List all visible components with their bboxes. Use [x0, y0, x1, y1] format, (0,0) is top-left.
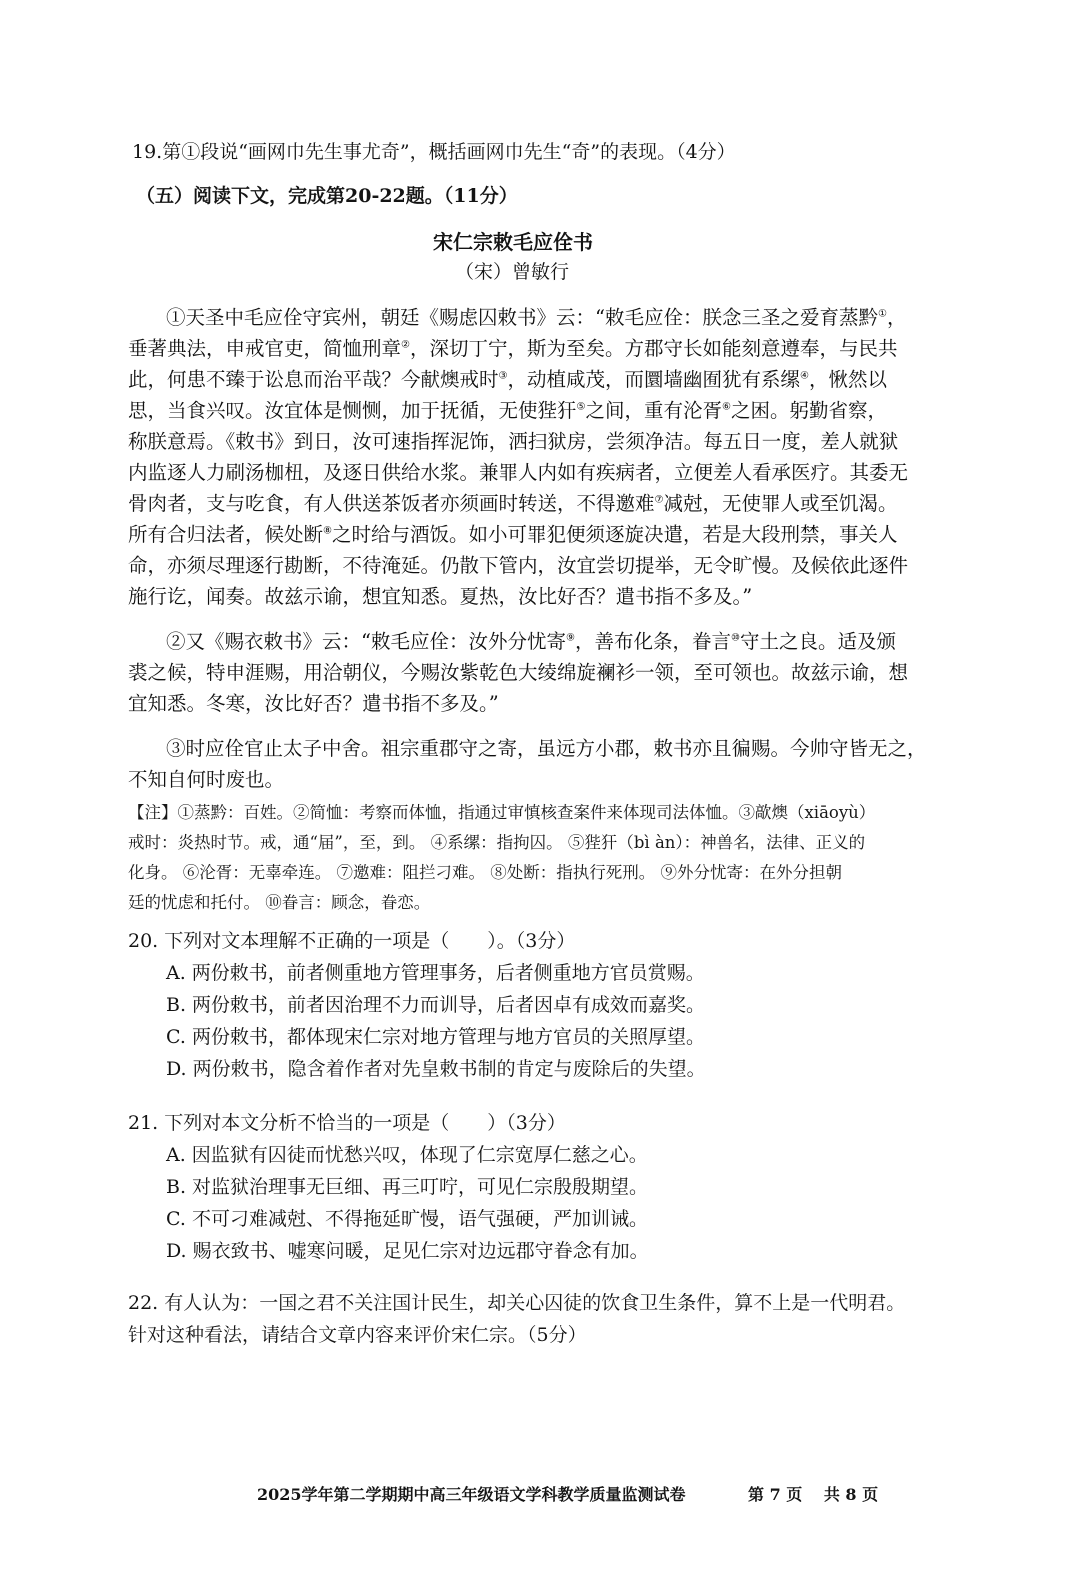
paragraph-line: 内监逐人力刷汤枷杻，及逐日供给水浆。兼罪人内如有疾病者，立便差人看承医疗。其委无: [128, 461, 909, 484]
question-stem: 20. 下列对文本理解不正确的一项是（ ）。（3分）: [128, 930, 576, 952]
option-d: D. 赐衣致书、嘘寒问暖，足见仁宗对边远郡守眷念有加。: [166, 1240, 649, 1262]
option-c: C. 不可刁难减尅、不得拖延旷慢，语气强硬，严加训诫。: [166, 1208, 648, 1230]
paragraph-line: 不知自何时废也。: [128, 768, 285, 791]
footnote-ref: ③: [498, 370, 508, 382]
footnote-ref: ⑤: [576, 401, 586, 413]
question-stem-continued: 针对这种看法，请结合文章内容来评价宋仁宗。（5分）: [128, 1324, 587, 1346]
paragraph-line: 思，当食兴叹。汝宜体是恻恻，加于抚循，无使狴犴⑤之间，重有沦胥⑥之困。躬勤省察，: [128, 399, 887, 422]
paragraph-line: ③时应佺官止太子中舍。祖宗重郡守之寄，虽远方小郡，敕书亦且徧赐。今帅守皆无之，: [166, 737, 927, 760]
paragraph-line: 所有合归法者，候处断⑧之时给与酒饭。如小可罪犯便须逐旋决遣，若是大段刑禁，事关人: [128, 523, 898, 546]
footnote-ref: ⑩: [730, 632, 740, 644]
option-a: A. 因监狱有囚徒而忧愁兴叹，体现了仁宗宽厚仁慈之心。: [166, 1144, 648, 1166]
note-line: 化身。 ⑥沦胥：无辜牵连。 ⑦邀难：阻拦刁难。 ⑧处断：指执行死刑。 ⑨外分忧寄：在外分担朝: [128, 863, 842, 882]
option-b: B. 两份敕书，前者因治理不力而训导，后者因卓有成效而嘉奖。: [166, 994, 706, 1016]
paragraph-line: 命，亦须尽理逐行勘断，不待淹延。仍散下管内，汝宜尝切提举，无令旷慢。及候依此逐件: [128, 554, 909, 577]
note-line: 戒时：炎热时节。戒，通“届”，至，到。 ④系缧：指拘囚。 ⑤狴犴（bì àn）：神兽名，法律、正义的: [128, 833, 866, 852]
question-19: 19.第①段说“画网巾先生事尤奇”，概括画网巾先生“奇”的表现。（4分）: [132, 141, 736, 163]
option-d: D. 两份敕书，隐含着作者对先皇敕书制的肯定与废除后的失望。: [166, 1058, 706, 1080]
question-stem: 22. 有人认为：一国之君不关注国计民生，却关心囚徒的饮食卫生条件，算不上是一代明君。: [128, 1292, 906, 1314]
paragraph-line: 垂著典法，申戒官吏，简恤刑章②，深切丁宁，斯为至矣。方郡守长如能刻意遵奉，与民共: [128, 337, 898, 360]
section-header: （五）阅读下文，完成第20-22题。（11分）: [136, 185, 518, 207]
footnote-ref: ⑦: [654, 494, 664, 506]
paragraph-line: 施行讫，闻奏。故兹示谕，想宜知悉。夏热，汝比好否？遣书指不多及。”: [128, 585, 753, 608]
footnote-ref: ⑨: [565, 632, 575, 644]
exam-title: 2025学年第二学期期中高三年级语文学科教学质量监测试卷: [257, 1485, 686, 1504]
option-c: C. 两份敕书，都体现宋仁宗对地方管理与地方官员的关照厚望。: [166, 1026, 705, 1048]
option-b: B. 对监狱治理事无巨细、再三叮咛，可见仁宗殷殷期望。: [166, 1176, 649, 1198]
note-line: 【注】①蒸黔：百姓。②简恤：考察而体恤，指通过审慎核查案件来体现司法体恤。③歊燠（xiāoyù）: [128, 803, 876, 822]
page-number: 第 7 页 共 8 页: [748, 1485, 879, 1504]
footnote-ref: ④: [800, 370, 809, 382]
paragraph-line: ②又《赐衣敕书》云：“敕毛应佺：汝外分忧寄⑨，善布化条，眷言⑩守土之良。适及颁: [166, 630, 896, 653]
footnote-ref: ②: [401, 339, 410, 351]
footnote-ref: ⑥: [722, 401, 731, 413]
note-line: 廷的忧虑和托付。 ⑩眷言：顾念，眷恋。: [128, 893, 431, 912]
paragraph-line: 裘之候，特申涯赐，用洽朝仪，今赐汝紫乾色大绫绵旋襕衫一领，至可领也。故兹示谕，想: [128, 661, 909, 684]
paragraph-line: 称朕意焉。《敕书》到日，汝可速指挥泥饰，洒扫狱房，尝须净洁。每五日一度，差人就狱: [128, 430, 899, 453]
footnote-ref: ⑧: [323, 525, 332, 537]
question-stem: 21. 下列对本文分析不恰当的一项是（ ）（3分）: [128, 1112, 566, 1134]
article-author: （宋）曾敏行: [455, 261, 570, 283]
paragraph-line: 此，何患不臻于讼息而治平哉？今献燠戒时③，动植咸茂，而圜墙幽囿犹有系缧④，愀然以: [128, 368, 887, 391]
option-a: A. 两份敕书，前者侧重地方管理事务，后者侧重地方官员赏赐。: [166, 962, 705, 984]
article-title: 宋仁宗敕毛应佺书: [433, 230, 593, 254]
paragraph-line: 骨肉者，支与吃食，有人供送茶饭者亦须画时转送，不得邀难⑦减尅，无使罪人或至饥渴。: [128, 492, 898, 515]
paragraph-line: 宜知悉。冬寒，汝比好否？遣书指不多及。”: [128, 692, 499, 715]
footnote-ref: ①: [877, 308, 887, 320]
paragraph-line: ①天圣中毛应佺守宾州，朝廷《赐虑囚敕书》云：“敕毛应佺：朕念三圣之爱育蒸黔①，: [166, 306, 907, 329]
